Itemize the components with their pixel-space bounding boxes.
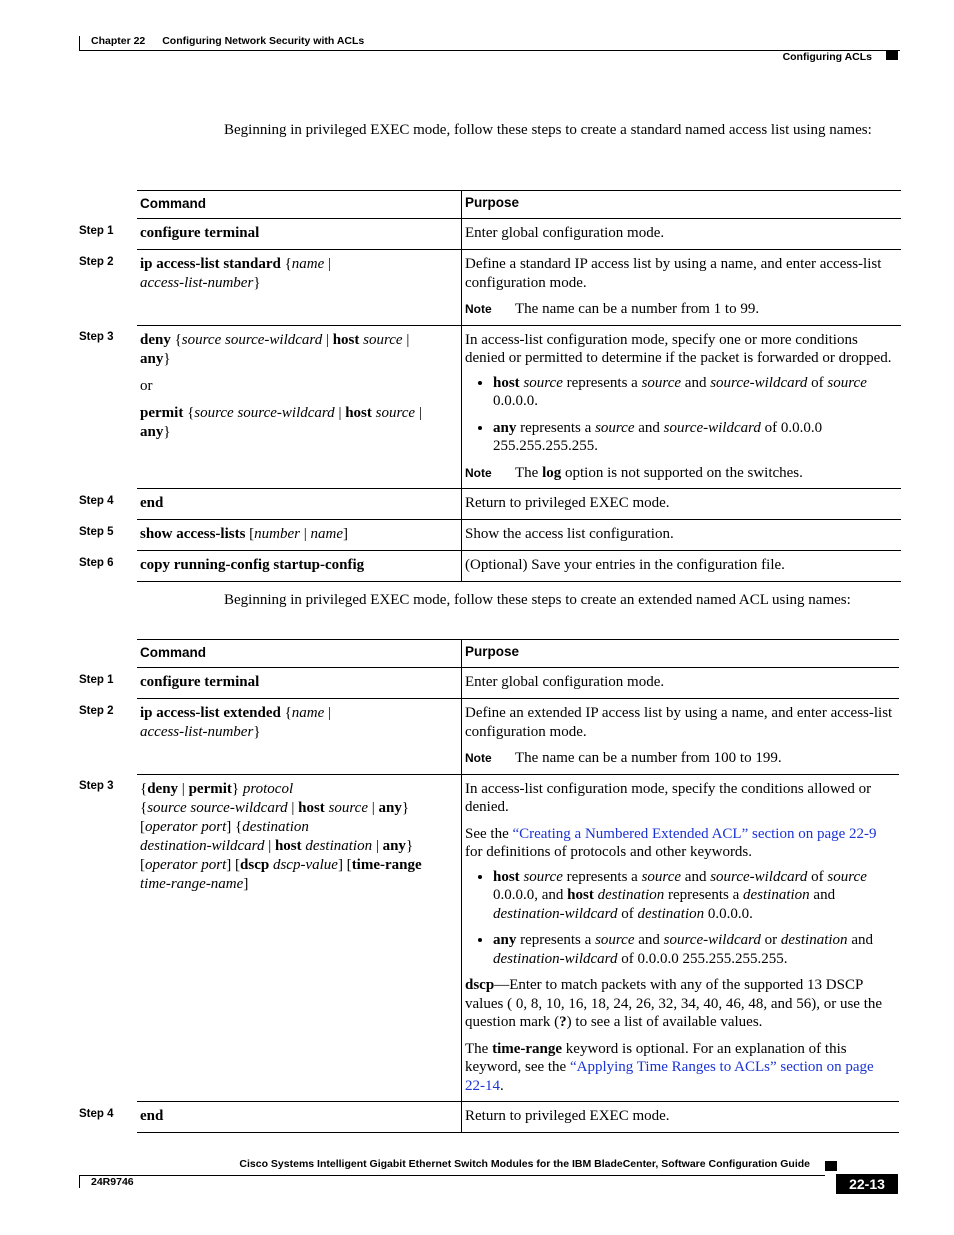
command-cell: {deny | permit} protocol {source source-wildcard | host source | any} [operator port] {destination destination-wildcard | host destination | any} [operator port] [dscp dscp-value] [time-range time-range-name] [137, 774, 462, 1102]
step-label: Step 4 [79, 494, 114, 507]
table-row [79, 774, 899, 1102]
command-text: end [140, 495, 164, 511]
footer-title: Cisco Systems Intelligent Gigabit Ethernet Switch Modules for the IBM BladeCenter, Software Configuration Guide [239, 1158, 810, 1170]
table-row [79, 250, 901, 326]
step-label: Step 5 [79, 525, 114, 538]
command-cell: show access-lists [number | name] [137, 520, 462, 551]
step-label: Step 1 [79, 224, 114, 237]
command-text: end [140, 1108, 164, 1124]
document-code: 24R9746 [91, 1176, 134, 1188]
table-row [79, 699, 899, 775]
table-row [79, 668, 899, 699]
table-row [79, 1102, 899, 1133]
step-label: Step 6 [79, 556, 114, 569]
chapter-title: Configuring Network Security with ACLs [162, 35, 365, 47]
table-row [79, 219, 901, 250]
chapter-number: Chapter 22 [91, 35, 146, 47]
standard-acl-steps-table [79, 190, 901, 582]
list-item: • any represents a source and source-wildcard or destination and destination-wildcard of 0.0.0.0 255.255.255.255. [493, 931, 896, 968]
command-cell: ip access-list standard {name | access-list-number} [137, 250, 462, 326]
purpose-text: Return to privileged EXEC mode. [462, 489, 902, 520]
step-label: Step 2 [79, 704, 114, 717]
table-row [79, 489, 901, 520]
note: Note The name can be a number from 1 to 99. [465, 301, 760, 317]
table-row [79, 520, 901, 551]
header-marker [886, 50, 898, 60]
footer-marker [825, 1161, 837, 1171]
purpose-cell: Define a standard IP access list by using a name, and enter access-list configuration mode. Note The name can be a number from 1 to 99. [462, 250, 902, 326]
step-label: Step 1 [79, 673, 114, 686]
purpose-text: (Optional) Save your entries in the configuration file. [462, 551, 902, 582]
step-label: Step 3 [79, 331, 114, 343]
note: Note The log option is not supported on the switches. [465, 464, 803, 481]
purpose-text: Enter global configuration mode. [462, 219, 902, 250]
column-header-command: Command [137, 640, 462, 668]
column-header-command: Command [137, 191, 462, 219]
step-label: Step 3 [79, 780, 114, 792]
purpose-cell: In access-list configuration mode, specify the conditions allowed or denied. See the “Creating a Numbered Extended ACL” section on page 22-9 for definitions of protocols and other keywords. • host source represents a source and source-wildcard of source 0.0.0.0, and host destination represents a destination and destination-wildcard of destination 0.0.0.0. • any represents a source and source-wildcard or destination and destination-wildcard of 0.0.0.0 255.255.255.255. dscp—Enter to match packets with any of the supported 13 DSCP values ( 0, 8, 10, 16, 18, 24, 26, 32, 34, 40, 46, 48, and 56), or use the question mark (?) to see a list of available values. The time-range keyword is optional. For an explanation of this keyword, see the “Applying Time Ranges to ACLs” section on page 22-14. [462, 774, 900, 1102]
command-cell: deny {source source-wildcard | host source | any} or permit {source source-wildcard | host source | any} [137, 325, 462, 489]
footer-rule [79, 1175, 825, 1188]
table-row [79, 325, 901, 489]
purpose-text: Enter global configuration mode. [462, 668, 900, 699]
cross-reference-link[interactable]: “Creating a Numbered Extended ACL” section on page 22-9 [512, 825, 877, 842]
section-title: Configuring ACLs [782, 51, 872, 63]
step-label: Step 4 [79, 1107, 114, 1120]
list-item: • host source represents a source and source-wildcard of source 0.0.0.0, and host destination represents a destination and destination-wildcard of destination 0.0.0.0. [493, 868, 896, 924]
command-cell: ip access-list extended {name | access-list-number} [137, 699, 462, 775]
running-header [91, 35, 378, 47]
purpose-text: Show the access list configuration. [462, 520, 902, 551]
cross-reference-link[interactable]: “Applying Time Ranges to ACLs” section on page 22-14 [465, 1059, 874, 1094]
command-text: copy running-config startup-config [140, 557, 365, 573]
table-header-row [79, 640, 899, 668]
intro-paragraph-1: Beginning in privileged EXEC mode, follow these steps to create a standard named access list using names: [224, 122, 872, 138]
purpose-cell: Define an extended IP access list by using a name, and enter access-list configuration mode. Note The name can be a number from 100 to 199. [462, 699, 900, 775]
list-item: • host source represents a source and source-wildcard of source 0.0.0.0. [493, 374, 898, 411]
table-header-row [79, 191, 901, 219]
list-item: • any represents a source and source-wildcard of 0.0.0.0 255.255.255.255. [493, 419, 898, 456]
page-number: 22-13 [836, 1174, 898, 1194]
command-text: configure terminal [140, 225, 260, 241]
purpose-cell: In access-list configuration mode, specify one or more conditions denied or permitted to determine if the packet is forwarded or dropped. • host source represents a source and source-wildcard of source 0.0.0.0. • any represents a source and source-wildcard of 0.0.0.0 255.255.255.255. Note The log option is not supported on the switches. [462, 325, 902, 489]
command-text: configure terminal [140, 674, 260, 690]
note: Note The name can be a number from 100 to 199. [465, 750, 782, 766]
purpose-text: Return to privileged EXEC mode. [462, 1102, 900, 1133]
extended-acl-steps-table [79, 639, 899, 1133]
column-header-purpose: Purpose [462, 640, 900, 668]
table-row [79, 551, 901, 582]
intro-paragraph-2: Beginning in privileged EXEC mode, follow these steps to create an extended named ACL using names: [224, 592, 851, 608]
step-label: Step 2 [79, 255, 114, 268]
column-header-purpose: Purpose [462, 191, 902, 219]
